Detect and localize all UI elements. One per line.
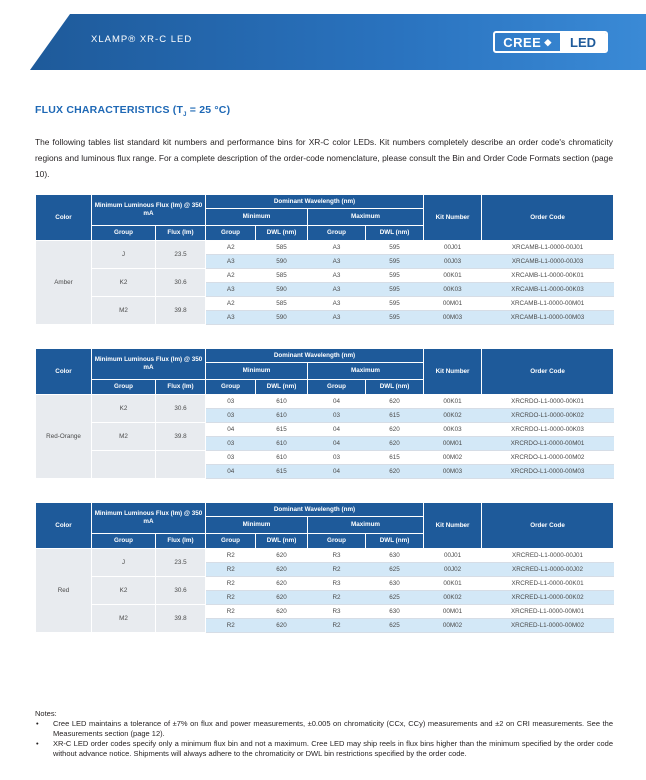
min-group-cell: 03 xyxy=(206,409,256,423)
flux-value-cell: 30.6 xyxy=(156,269,206,297)
min-dwl-cell: 615 xyxy=(256,465,308,479)
note-item: • Cree LED maintains a tolerance of ±7% on flux and power measurements, ±0.005 on chromaticity (CCx, CCy) measurements and ±2 on CRI measurements. See the Measurements section (page 12). xyxy=(35,719,613,739)
order-code-cell: XRCRDO-L1-0000-00K03 xyxy=(482,423,614,437)
order-code-cell: XRCRED-L1-0000-00J01 xyxy=(482,549,614,563)
header-kit-number: Kit Number xyxy=(424,195,482,241)
kit-number-cell: 00M03 xyxy=(424,465,482,479)
flux-group-cell: M2 xyxy=(92,605,156,633)
min-group-cell: A3 xyxy=(206,255,256,269)
min-group-cell: R2 xyxy=(206,549,256,563)
order-code-cell: XRCRED-L1-0000-00M02 xyxy=(482,619,614,633)
logo-left-text: CREE xyxy=(503,34,542,50)
header-maximum: Maximum xyxy=(308,209,424,226)
max-dwl-cell: 625 xyxy=(366,591,424,605)
max-group-cell: 04 xyxy=(308,437,366,451)
max-dwl-cell: 595 xyxy=(366,283,424,297)
min-group-cell: R2 xyxy=(206,619,256,633)
cree-led-logo xyxy=(493,31,608,53)
header-max-dwl: DWL (nm) xyxy=(366,534,424,549)
table-row xyxy=(36,423,614,437)
kit-number-cell: 00M02 xyxy=(424,619,482,633)
flux-value-cell: 30.6 xyxy=(156,395,206,423)
color-cell: Red xyxy=(36,549,92,633)
kit-number-cell: 00K01 xyxy=(424,395,482,409)
header-color: Color xyxy=(36,503,92,549)
max-dwl-cell: 615 xyxy=(366,451,424,465)
notes-list xyxy=(35,719,613,759)
flux-group-cell: J xyxy=(92,241,156,269)
max-group-cell: 03 xyxy=(308,409,366,423)
min-group-cell: A2 xyxy=(206,297,256,311)
header-dominant-wavelength: Dominant Wavelength (nm) xyxy=(206,503,424,517)
min-group-cell: R2 xyxy=(206,563,256,577)
min-group-cell: 03 xyxy=(206,451,256,465)
min-group-cell: A2 xyxy=(206,269,256,283)
header-dominant-wavelength: Dominant Wavelength (nm) xyxy=(206,195,424,209)
header-min-group: Group xyxy=(206,380,256,395)
logo-wordmark xyxy=(495,33,560,51)
table-row xyxy=(36,577,614,591)
min-dwl-cell: 610 xyxy=(256,395,308,409)
min-dwl-cell: 610 xyxy=(256,451,308,465)
max-group-cell: R3 xyxy=(308,577,366,591)
flux-group-cell: K2 xyxy=(92,395,156,423)
flux-group-cell: K2 xyxy=(92,577,156,605)
max-dwl-cell: 630 xyxy=(366,577,424,591)
order-code-cell: XRCRDO-L1-0000-00M02 xyxy=(482,451,614,465)
max-group-cell: A3 xyxy=(308,283,366,297)
header-flux-group: Group xyxy=(92,534,156,549)
header-color: Color xyxy=(36,349,92,395)
kit-table-red-orange xyxy=(35,348,614,479)
min-group-cell: R2 xyxy=(206,591,256,605)
min-dwl-cell: 585 xyxy=(256,241,308,255)
max-group-cell: A3 xyxy=(308,269,366,283)
min-dwl-cell: 610 xyxy=(256,409,308,423)
flux-value-cell: 39.8 xyxy=(156,423,206,451)
min-dwl-cell: 620 xyxy=(256,563,308,577)
table-row xyxy=(36,451,614,465)
max-dwl-cell: 595 xyxy=(366,311,424,325)
max-dwl-cell: 625 xyxy=(366,619,424,633)
max-group-cell: R3 xyxy=(308,605,366,619)
min-dwl-cell: 620 xyxy=(256,549,308,563)
min-dwl-cell: 585 xyxy=(256,297,308,311)
order-code-cell: XRCAMB-L1-0000-00M01 xyxy=(482,297,614,311)
header-min-flux: Minimum Luminous Flux (lm) @ 350 mA xyxy=(92,503,206,534)
max-dwl-cell: 595 xyxy=(366,297,424,311)
order-code-cell: XRCRED-L1-0000-00J02 xyxy=(482,563,614,577)
product-title: XLAMP® XR-C LED xyxy=(91,34,193,45)
max-dwl-cell: 615 xyxy=(366,409,424,423)
flux-value-cell: 30.6 xyxy=(156,577,206,605)
min-dwl-cell: 620 xyxy=(256,619,308,633)
order-code-cell: XRCAMB-L1-0000-00K03 xyxy=(482,283,614,297)
kit-number-cell: 00M03 xyxy=(424,311,482,325)
kit-number-cell: 00J02 xyxy=(424,563,482,577)
table-row xyxy=(36,549,614,563)
title-subscript: J xyxy=(183,112,187,119)
max-dwl-cell: 620 xyxy=(366,423,424,437)
kit-number-cell: 00M01 xyxy=(424,605,482,619)
kit-table-amber xyxy=(35,194,614,325)
max-group-cell: 04 xyxy=(308,395,366,409)
kit-number-cell: 00K02 xyxy=(424,409,482,423)
kit-number-cell: 00M02 xyxy=(424,451,482,465)
header-max-dwl: DWL (nm) xyxy=(366,226,424,241)
header-max-dwl: DWL (nm) xyxy=(366,380,424,395)
flux-group-cell: M2 xyxy=(92,423,156,451)
table-row xyxy=(36,297,614,311)
title-suffix: = 25 °C) xyxy=(186,104,231,116)
header-min-group: Group xyxy=(206,226,256,241)
max-dwl-cell: 620 xyxy=(366,465,424,479)
max-dwl-cell: 630 xyxy=(366,605,424,619)
kit-number-cell: 00K03 xyxy=(424,283,482,297)
intro-paragraph: The following tables list standard kit numbers and performance bins for XR-C color LEDs. Kit numbers completely describe an order code's chromaticity regions and luminous flux range. For a complete description of the order-code nomenclature, please consult the Bin and Order Code Formats section (page 10). xyxy=(35,137,613,179)
header-maximum: Maximum xyxy=(308,517,424,534)
header-flux-group: Group xyxy=(92,380,156,395)
min-dwl-cell: 620 xyxy=(256,577,308,591)
min-group-cell: 03 xyxy=(206,395,256,409)
table-row xyxy=(36,269,614,283)
max-group-cell: R2 xyxy=(308,563,366,577)
max-dwl-cell: 595 xyxy=(366,241,424,255)
logo-led-text: LED xyxy=(560,33,606,51)
table-row xyxy=(36,605,614,619)
header-flux: Flux (lm) xyxy=(156,226,206,241)
color-cell: Amber xyxy=(36,241,92,325)
table-row xyxy=(36,395,614,409)
kit-number-cell: 00K01 xyxy=(424,577,482,591)
min-dwl-cell: 590 xyxy=(256,255,308,269)
max-group-cell: 03 xyxy=(308,451,366,465)
max-group-cell: 04 xyxy=(308,465,366,479)
order-code-cell: XRCRED-L1-0000-00K01 xyxy=(482,577,614,591)
header-min-group: Group xyxy=(206,534,256,549)
kit-number-cell: 00K02 xyxy=(424,591,482,605)
flux-group-cell: K2 xyxy=(92,269,156,297)
header-minimum: Minimum xyxy=(206,209,308,226)
header-min-dwl: DWL (nm) xyxy=(256,380,308,395)
header-flux: Flux (lm) xyxy=(156,380,206,395)
max-dwl-cell: 595 xyxy=(366,255,424,269)
header-max-group: Group xyxy=(308,534,366,549)
header-flux-group: Group xyxy=(92,226,156,241)
header-min-dwl: DWL (nm) xyxy=(256,226,308,241)
header-dominant-wavelength: Dominant Wavelength (nm) xyxy=(206,349,424,363)
header-minimum: Minimum xyxy=(206,517,308,534)
header-order-code: Order Code xyxy=(482,349,614,395)
max-dwl-cell: 595 xyxy=(366,269,424,283)
order-code-cell: XRCRDO-L1-0000-00K02 xyxy=(482,409,614,423)
min-dwl-cell: 585 xyxy=(256,269,308,283)
min-group-cell: 04 xyxy=(206,465,256,479)
min-group-cell: 03 xyxy=(206,437,256,451)
min-dwl-cell: 610 xyxy=(256,437,308,451)
flux-group-cell xyxy=(92,451,156,479)
min-group-cell: R2 xyxy=(206,577,256,591)
table-row xyxy=(36,241,614,255)
flux-value-cell xyxy=(156,451,206,479)
flux-value-cell: 23.5 xyxy=(156,549,206,577)
order-code-cell: XRCRED-L1-0000-00M01 xyxy=(482,605,614,619)
min-dwl-cell: 590 xyxy=(256,311,308,325)
header-min-flux: Minimum Luminous Flux (lm) @ 350 mA xyxy=(92,195,206,226)
max-group-cell: A3 xyxy=(308,255,366,269)
kit-number-cell: 00M01 xyxy=(424,297,482,311)
max-dwl-cell: 630 xyxy=(366,549,424,563)
kit-number-cell: 00J03 xyxy=(424,255,482,269)
order-code-cell: XRCAMB-L1-0000-00J01 xyxy=(482,241,614,255)
section-title xyxy=(35,104,230,118)
max-group-cell: A3 xyxy=(308,241,366,255)
min-dwl-cell: 620 xyxy=(256,605,308,619)
flux-group-cell: M2 xyxy=(92,297,156,325)
kit-table-red xyxy=(35,502,614,633)
min-group-cell: A3 xyxy=(206,311,256,325)
flux-value-cell: 39.8 xyxy=(156,605,206,633)
max-group-cell: R3 xyxy=(308,549,366,563)
header-kit-number: Kit Number xyxy=(424,349,482,395)
flux-group-cell: J xyxy=(92,549,156,577)
kit-number-cell: 00K01 xyxy=(424,269,482,283)
kit-number-cell: 00M01 xyxy=(424,437,482,451)
min-dwl-cell: 590 xyxy=(256,283,308,297)
header-flux: Flux (lm) xyxy=(156,534,206,549)
kit-number-cell: 00J01 xyxy=(424,241,482,255)
order-code-cell: XRCAMB-L1-0000-00K01 xyxy=(482,269,614,283)
header-order-code: Order Code xyxy=(482,195,614,241)
max-group-cell: R2 xyxy=(308,619,366,633)
max-group-cell: A3 xyxy=(308,311,366,325)
max-dwl-cell: 620 xyxy=(366,395,424,409)
order-code-cell: XRCRDO-L1-0000-00M01 xyxy=(482,437,614,451)
header-color: Color xyxy=(36,195,92,241)
header-max-group: Group xyxy=(308,380,366,395)
min-group-cell: A3 xyxy=(206,283,256,297)
min-group-cell: R2 xyxy=(206,605,256,619)
kit-number-cell: 00J01 xyxy=(424,549,482,563)
color-cell: Red-Orange xyxy=(36,395,92,479)
min-group-cell: A2 xyxy=(206,241,256,255)
min-group-cell: 04 xyxy=(206,423,256,437)
header-maximum: Maximum xyxy=(308,363,424,380)
kit-number-cell: 00K03 xyxy=(424,423,482,437)
header-min-dwl: DWL (nm) xyxy=(256,534,308,549)
min-dwl-cell: 620 xyxy=(256,591,308,605)
header-kit-number: Kit Number xyxy=(424,503,482,549)
logo-diamond-icon: ◆ xyxy=(544,36,552,47)
header-order-code: Order Code xyxy=(482,503,614,549)
flux-value-cell: 39.8 xyxy=(156,297,206,325)
order-code-cell: XRCRED-L1-0000-00K02 xyxy=(482,591,614,605)
max-dwl-cell: 625 xyxy=(366,563,424,577)
notes-label: Notes: xyxy=(35,709,57,718)
order-code-cell: XRCRDO-L1-0000-00K01 xyxy=(482,395,614,409)
flux-value-cell: 23.5 xyxy=(156,241,206,269)
header-minimum: Minimum xyxy=(206,363,308,380)
max-dwl-cell: 620 xyxy=(366,437,424,451)
order-code-cell: XRCRDO-L1-0000-00M03 xyxy=(482,465,614,479)
notes-section xyxy=(35,709,613,759)
title-prefix: FLUX CHARACTERISTICS (T xyxy=(35,104,184,116)
header-max-group: Group xyxy=(308,226,366,241)
max-group-cell: R2 xyxy=(308,591,366,605)
note-item: • XR-C LED order codes specify only a minimum flux bin and not a maximum. Cree LED may ship reels in flux bins higher than the minimum specified by the order code without advance notice. Shipments will always adhere to the chromaticity or DWL bin restrictions specified by the order code. xyxy=(35,739,613,759)
min-dwl-cell: 615 xyxy=(256,423,308,437)
order-code-cell: XRCAMB-L1-0000-00J03 xyxy=(482,255,614,269)
max-group-cell: 04 xyxy=(308,423,366,437)
header-min-flux: Minimum Luminous Flux (lm) @ 350 mA xyxy=(92,349,206,380)
max-group-cell: A3 xyxy=(308,297,366,311)
order-code-cell: XRCAMB-L1-0000-00M03 xyxy=(482,311,614,325)
